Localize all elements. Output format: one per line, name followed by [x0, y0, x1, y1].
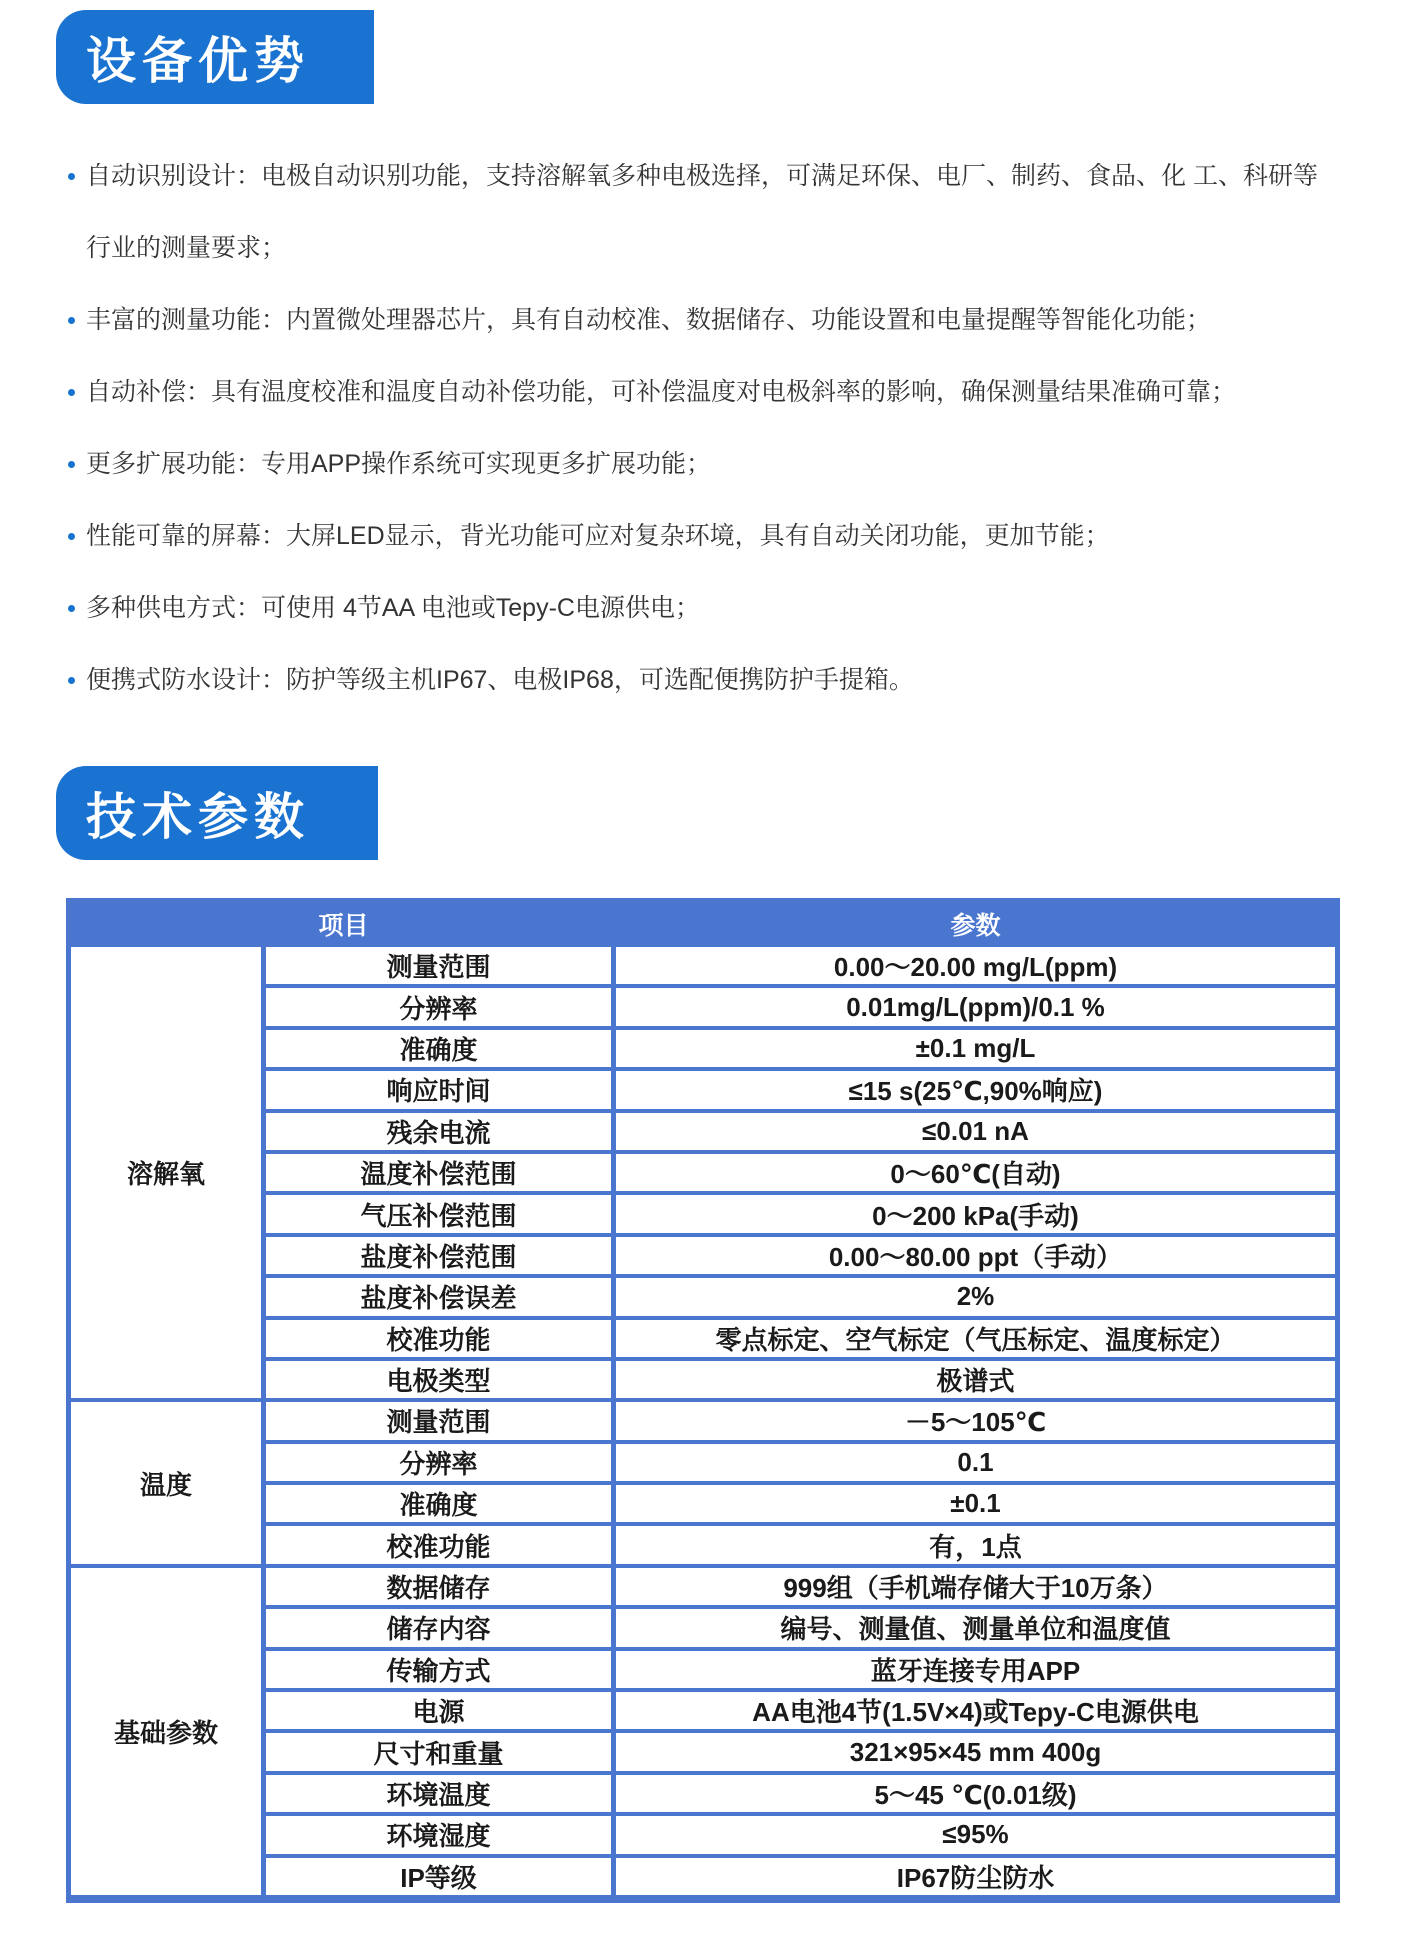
group-name: 基础参数: [71, 1568, 266, 1895]
spec-item: 响应时间: [266, 1071, 616, 1108]
feature-list: [66, 140, 1366, 716]
spec-value: 999组（手机端存储大于10万条）: [616, 1568, 1335, 1605]
spec-item: 气压补偿范围: [266, 1195, 616, 1232]
feature-text: 多种供电方式：可使用 4节AA 电池或Tepy-C电源供电；: [86, 594, 700, 622]
table-row: [71, 1568, 1335, 1605]
spec-item: 分辨率: [266, 1444, 616, 1481]
feature-text: 更多扩展功能：专用APP操作系统可实现更多扩展功能；: [86, 450, 712, 478]
spec-value: ±0.1: [616, 1485, 1335, 1522]
spec-table: [71, 901, 1335, 1899]
spec-value: 0.01mg/L(ppm)/0.1 %: [616, 988, 1335, 1025]
spec-item: 储存内容: [266, 1609, 616, 1646]
feature-item: [66, 572, 1366, 644]
feature-item: [66, 428, 1366, 500]
spec-item: 尺寸和重量: [266, 1733, 616, 1770]
spec-value: IP67防尘防水: [616, 1858, 1335, 1895]
spec-item: 测量范围: [266, 947, 616, 984]
feature-item-continuation: [66, 212, 1366, 284]
feature-text: 行业的测量要求；: [86, 234, 287, 262]
spec-value: 0.1: [616, 1444, 1335, 1481]
spec-value: 零点标定、空气标定（气压标定、温度标定）: [616, 1320, 1335, 1357]
spec-body: [71, 947, 1335, 1895]
feature-item: [66, 500, 1366, 572]
header-item: 项目: [318, 912, 369, 940]
spec-value: 321×95×45 mm 400g: [616, 1733, 1335, 1770]
spec-value: 编号、测量值、测量单位和温度值: [616, 1609, 1335, 1646]
group-name: 温度: [71, 1402, 266, 1564]
spec-value: －5～105℃: [616, 1402, 1335, 1439]
spec-value: 2%: [616, 1278, 1335, 1315]
spec-item: 电源: [266, 1692, 616, 1729]
table-row: [71, 1402, 1335, 1439]
spec-item: 环境湿度: [266, 1816, 616, 1853]
spec-item: 校准功能: [266, 1526, 616, 1563]
feature-text: 自动识别设计：电极自动识别功能，支持溶解氧多种电极选择，可满足环保、电厂、制药、食品、化 工、科研等: [86, 162, 1318, 190]
spec-value: 0.00～20.00 mg/L(ppm): [616, 947, 1335, 984]
spec-item: 盐度补偿范围: [266, 1237, 616, 1274]
spec-table-container: [66, 898, 1340, 1903]
spec-value: 5～45 ℃(0.01级): [616, 1775, 1335, 1812]
spec-value: 0.00～80.00 ppt（手动）: [616, 1237, 1335, 1274]
spec-item: 环境温度: [266, 1775, 616, 1812]
spec-value: 0～60℃(自动): [616, 1154, 1335, 1191]
spec-item: 传输方式: [266, 1651, 616, 1688]
spec-item: 残余电流: [266, 1113, 616, 1150]
spec-header-row: [71, 905, 1335, 943]
spec-item: 数据储存: [266, 1568, 616, 1605]
spec-item: 温度补偿范围: [266, 1154, 616, 1191]
feature-item: [66, 140, 1366, 212]
feature-text: 便携式防水设计：防护等级主机IP67、电极IP68，可选配便携防护手提箱。: [86, 666, 914, 694]
feature-item: [66, 356, 1366, 428]
feature-item: [66, 644, 1366, 716]
table-row: [71, 947, 1335, 984]
spec-value: 有，1点: [616, 1526, 1335, 1563]
spec-item: 准确度: [266, 1485, 616, 1522]
group-name: 溶解氧: [71, 947, 266, 1398]
spec-item: 电极类型: [266, 1361, 616, 1398]
feature-item: [66, 284, 1366, 356]
spec-value: 蓝牙连接专用APP: [616, 1651, 1335, 1688]
feature-text: 丰富的测量功能：内置微处理器芯片，具有自动校准、数据储存、功能设置和电量提醒等智能化功能；: [86, 306, 1212, 334]
spec-item: 分辨率: [266, 988, 616, 1025]
spec-item: 校准功能: [266, 1320, 616, 1357]
spec-value: ±0.1 mg/L: [616, 1030, 1335, 1067]
header-param: 参数: [950, 912, 1001, 940]
section-title-advantages: 设备优势: [56, 10, 374, 104]
feature-text: 性能可靠的屏幕：大屏LED显示，背光功能可应对复杂环境，具有自动关闭功能，更加节能；: [86, 522, 1110, 550]
spec-item: IP等级: [266, 1858, 616, 1895]
spec-value: ≤95%: [616, 1816, 1335, 1853]
spec-value: ≤15 s(25℃,90%响应): [616, 1071, 1335, 1108]
spec-item: 准确度: [266, 1030, 616, 1067]
spec-value: AA电池4节(1.5V×4)或Tepy-C电源供电: [616, 1692, 1335, 1729]
spec-item: 测量范围: [266, 1402, 616, 1439]
spec-value: 极谱式: [616, 1361, 1335, 1398]
section-title-specs: 技术参数: [56, 766, 378, 860]
spec-item: 盐度补偿误差: [266, 1278, 616, 1315]
feature-text: 自动补偿：具有温度校准和温度自动补偿功能，可补偿温度对电极斜率的影响，确保测量结果准确可靠；: [86, 378, 1237, 406]
spec-value: 0～200 kPa(手动): [616, 1195, 1335, 1232]
spec-value: ≤0.01 nA: [616, 1113, 1335, 1150]
